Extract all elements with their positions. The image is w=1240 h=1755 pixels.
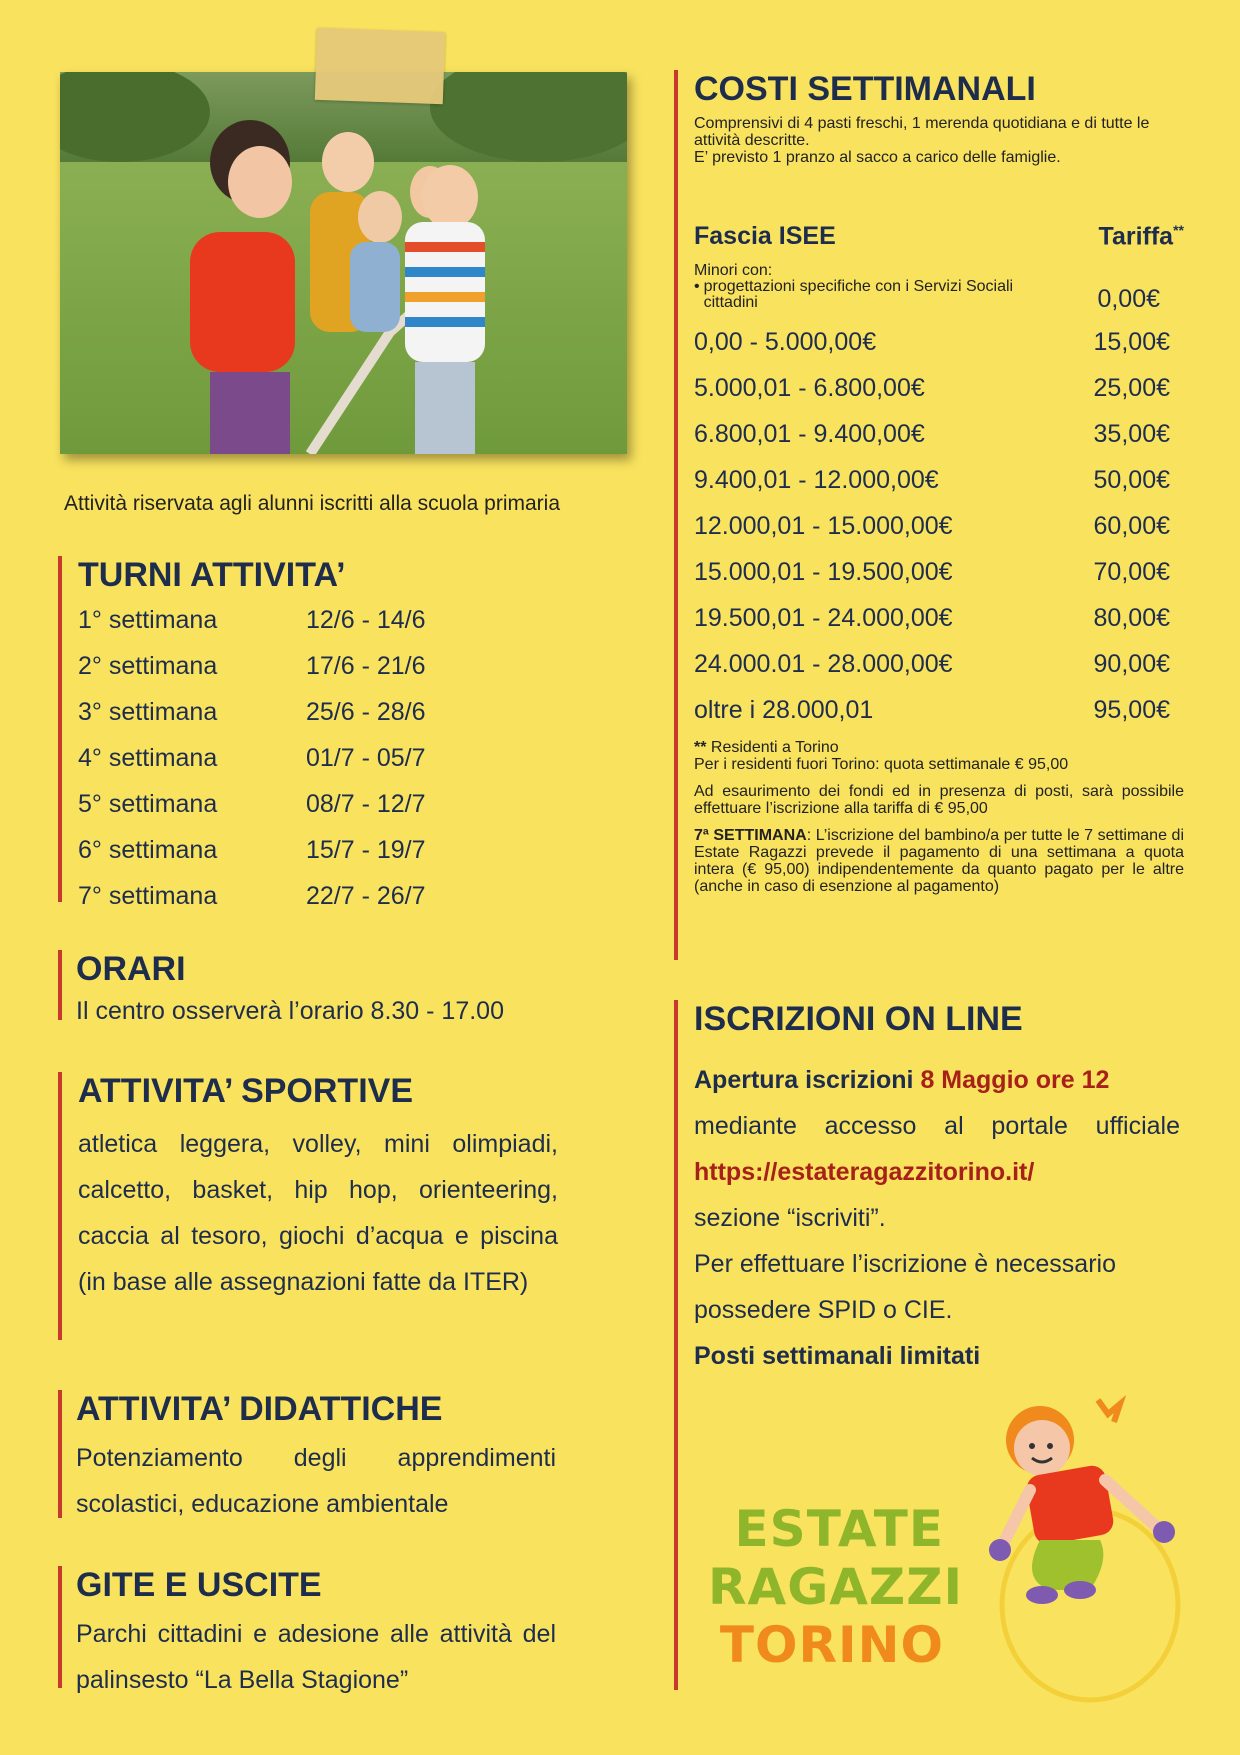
fascia-row bbox=[694, 365, 1170, 411]
logo-line-estate: ESTATE bbox=[734, 1500, 944, 1558]
fascia-range: 19.500,01 - 24.000,00€ bbox=[694, 603, 953, 632]
turno-dates: 08/7 - 12/7 bbox=[306, 789, 426, 818]
fascia-row bbox=[694, 411, 1170, 457]
turno-row bbox=[78, 643, 618, 689]
turno-week: 6° settimana bbox=[78, 835, 218, 864]
fascia-tariffa: 50,00€ bbox=[1093, 465, 1170, 494]
note-fuori: Per i residenti fuori Torino: quota settimanale € 95,00 bbox=[694, 756, 1069, 774]
fascia-range: 15.000,01 - 19.500,00€ bbox=[694, 557, 953, 586]
turni-section bbox=[58, 556, 618, 910]
spid-line: possedere SPID o CIE. bbox=[694, 1296, 953, 1324]
costi-section bbox=[674, 70, 1194, 960]
turno-row bbox=[78, 873, 618, 919]
turno-week: 4° settimana bbox=[78, 743, 218, 772]
turno-week: 7° settimana bbox=[78, 881, 218, 910]
iscrizioni-title: ISCRIZIONI ON LINE bbox=[694, 1000, 1023, 1038]
turno-week: 1° settimana bbox=[78, 605, 218, 634]
orari-title: ORARI bbox=[76, 950, 186, 988]
turno-week: 5° settimana bbox=[78, 789, 218, 818]
gite-title: GITE E USCITE bbox=[76, 1566, 322, 1604]
orari-text: Il centro osserverà l’orario 8.30 - 17.00 bbox=[76, 997, 504, 1025]
kids-photo bbox=[60, 72, 627, 454]
didattiche-text: Potenziamento degli apprendimenti scolastici, educazione ambientale bbox=[76, 1444, 556, 1518]
gite-section bbox=[58, 1566, 632, 1694]
minori-item bbox=[694, 279, 1014, 311]
orari-section bbox=[58, 950, 618, 1025]
fascia-row bbox=[694, 319, 1170, 365]
logo-line-torino: TORINO bbox=[719, 1616, 944, 1674]
fascia-row bbox=[694, 549, 1170, 595]
note-residenti bbox=[694, 739, 1184, 756]
turno-row bbox=[78, 735, 618, 781]
costi-intro-2: E’ previsto 1 pranzo al sacco a carico delle famiglie. bbox=[694, 149, 1061, 166]
costi-intro: Comprensivi di 4 pasti freschi, 1 merenda quotidiana e di tutte le attività descritte. bbox=[694, 115, 1150, 149]
turno-dates: 17/6 - 21/6 bbox=[306, 651, 426, 680]
fascia-table bbox=[694, 319, 1194, 733]
fascia-row bbox=[694, 641, 1170, 687]
posti-line: Posti settimanali limitati bbox=[694, 1342, 981, 1370]
note-settima bbox=[694, 827, 1184, 895]
fascia-row bbox=[694, 687, 1170, 733]
photo-caption: Attività riservata agli alunni iscritti alla scuola primaria bbox=[64, 492, 561, 515]
turno-dates: 22/7 - 26/7 bbox=[306, 881, 426, 910]
turno-row bbox=[78, 689, 618, 735]
fascia-col-label: Fascia ISEE bbox=[694, 222, 836, 250]
minori-item-text: progettazioni specifiche con i Servizi Sociali cittadini bbox=[703, 278, 1014, 312]
fascia-range: 12.000,01 - 15.000,00€ bbox=[694, 511, 953, 540]
fascia-range: 0,00 - 5.000,00€ bbox=[694, 327, 877, 356]
minori-block bbox=[694, 262, 1194, 314]
fascia-tariffa: 80,00€ bbox=[1093, 603, 1170, 632]
sezione-line: sezione “iscriviti”. bbox=[694, 1204, 886, 1232]
turni-list bbox=[78, 597, 618, 919]
turno-week: 2° settimana bbox=[78, 651, 218, 680]
sportive-title: ATTIVITA’ SPORTIVE bbox=[78, 1072, 414, 1110]
tariffa-col-label bbox=[1099, 222, 1184, 251]
didattiche-section bbox=[58, 1390, 632, 1518]
sportive-section bbox=[58, 1072, 632, 1340]
fascia-tariffa: 90,00€ bbox=[1093, 649, 1170, 678]
turno-row bbox=[78, 781, 618, 827]
minori-label: Minori con: bbox=[694, 262, 773, 280]
fascia-tariffa: 35,00€ bbox=[1093, 419, 1170, 448]
turno-row bbox=[78, 597, 618, 643]
fascia-row bbox=[694, 457, 1170, 503]
fascia-row bbox=[694, 503, 1170, 549]
fascia-range: 5.000,01 - 6.800,00€ bbox=[694, 373, 925, 402]
note-mark: ** bbox=[694, 739, 707, 757]
settima-label: 7ª SETTIMANA bbox=[694, 827, 807, 845]
sportive-text: atletica leggera, volley, mini olimpiadi, calcetto, basket, hip hop, orienteering, caccia al tesoro, giochi d’acqua e piscina (in base alle assegnazioni fatte da ITER) bbox=[78, 1130, 558, 1296]
fascia-tariffa: 15,00€ bbox=[1093, 327, 1170, 356]
minori-value: 0,00€ bbox=[1097, 285, 1160, 314]
costi-title: COSTI SETTIMANALI bbox=[694, 70, 1036, 108]
portale-line: mediante accesso al portale ufficiale bbox=[694, 1112, 1180, 1140]
fascia-tariffa: 25,00€ bbox=[1093, 373, 1170, 402]
fascia-range: 24.000.01 - 28.000,00€ bbox=[694, 649, 953, 678]
turno-dates: 25/6 - 28/6 bbox=[306, 697, 426, 726]
fascia-header bbox=[694, 222, 1184, 251]
apertura-label: Apertura iscrizioni bbox=[694, 1066, 914, 1094]
apertura-line bbox=[694, 1057, 1180, 1103]
turno-dates: 12/6 - 14/6 bbox=[306, 605, 426, 634]
fascia-tariffa: 95,00€ bbox=[1093, 695, 1170, 724]
tariffa-col-text: Tariffa bbox=[1098, 222, 1174, 251]
estate-ragazzi-logo bbox=[708, 1500, 964, 1674]
fascia-range: 9.400,01 - 12.000,00€ bbox=[694, 465, 939, 494]
fascia-range: oltre i 28.000,01 bbox=[694, 695, 874, 724]
logo-line-ragazzi: RAGAZZI bbox=[708, 1558, 964, 1616]
turno-row bbox=[78, 827, 618, 873]
bullet-icon: • bbox=[694, 278, 700, 296]
note-residenti-text: Residenti a Torino bbox=[710, 739, 839, 757]
fascia-row bbox=[694, 595, 1170, 641]
masking-tape bbox=[315, 28, 445, 104]
turni-title: TURNI ATTIVITA’ bbox=[78, 556, 346, 594]
fascia-tariffa: 70,00€ bbox=[1093, 557, 1170, 586]
note-fondi: Ad esaurimento dei fondi ed in presenza di posti, sarà possibile effettuare l’iscrizione alla tariffa di € 95,00 bbox=[694, 783, 1184, 818]
turno-week: 3° settimana bbox=[78, 697, 218, 726]
turno-dates: 01/7 - 05/7 bbox=[306, 743, 426, 772]
settima-text: : L’iscrizione del bambino/a per tutte le 7 settimane di Estate Ragazzi prevede il pagamento di una settimana a quota intera (€ 95,00) indipendentemente da quanto pagato per le altre (anche in caso di esenzione al pagamento) bbox=[694, 827, 1184, 896]
jumping-kid-mascot-icon bbox=[980, 1390, 1190, 1710]
didattiche-title: ATTIVITA’ DIDATTICHE bbox=[76, 1390, 443, 1428]
gite-text: Parchi cittadini e adesione alle attività del palinsesto “La Bella Stagione” bbox=[76, 1620, 556, 1694]
portale-link[interactable]: https://estateragazzitorino.it/ bbox=[694, 1158, 1035, 1186]
fascia-tariffa: 60,00€ bbox=[1093, 511, 1170, 540]
turno-dates: 15/7 - 19/7 bbox=[306, 835, 426, 864]
tariffa-footnote-mark: ** bbox=[1173, 222, 1184, 238]
requisito-line: Per effettuare l’iscrizione è necessario bbox=[694, 1250, 1116, 1278]
fascia-range: 6.800,01 - 9.400,00€ bbox=[694, 419, 925, 448]
apertura-date: 8 Maggio ore 12 bbox=[920, 1066, 1110, 1094]
